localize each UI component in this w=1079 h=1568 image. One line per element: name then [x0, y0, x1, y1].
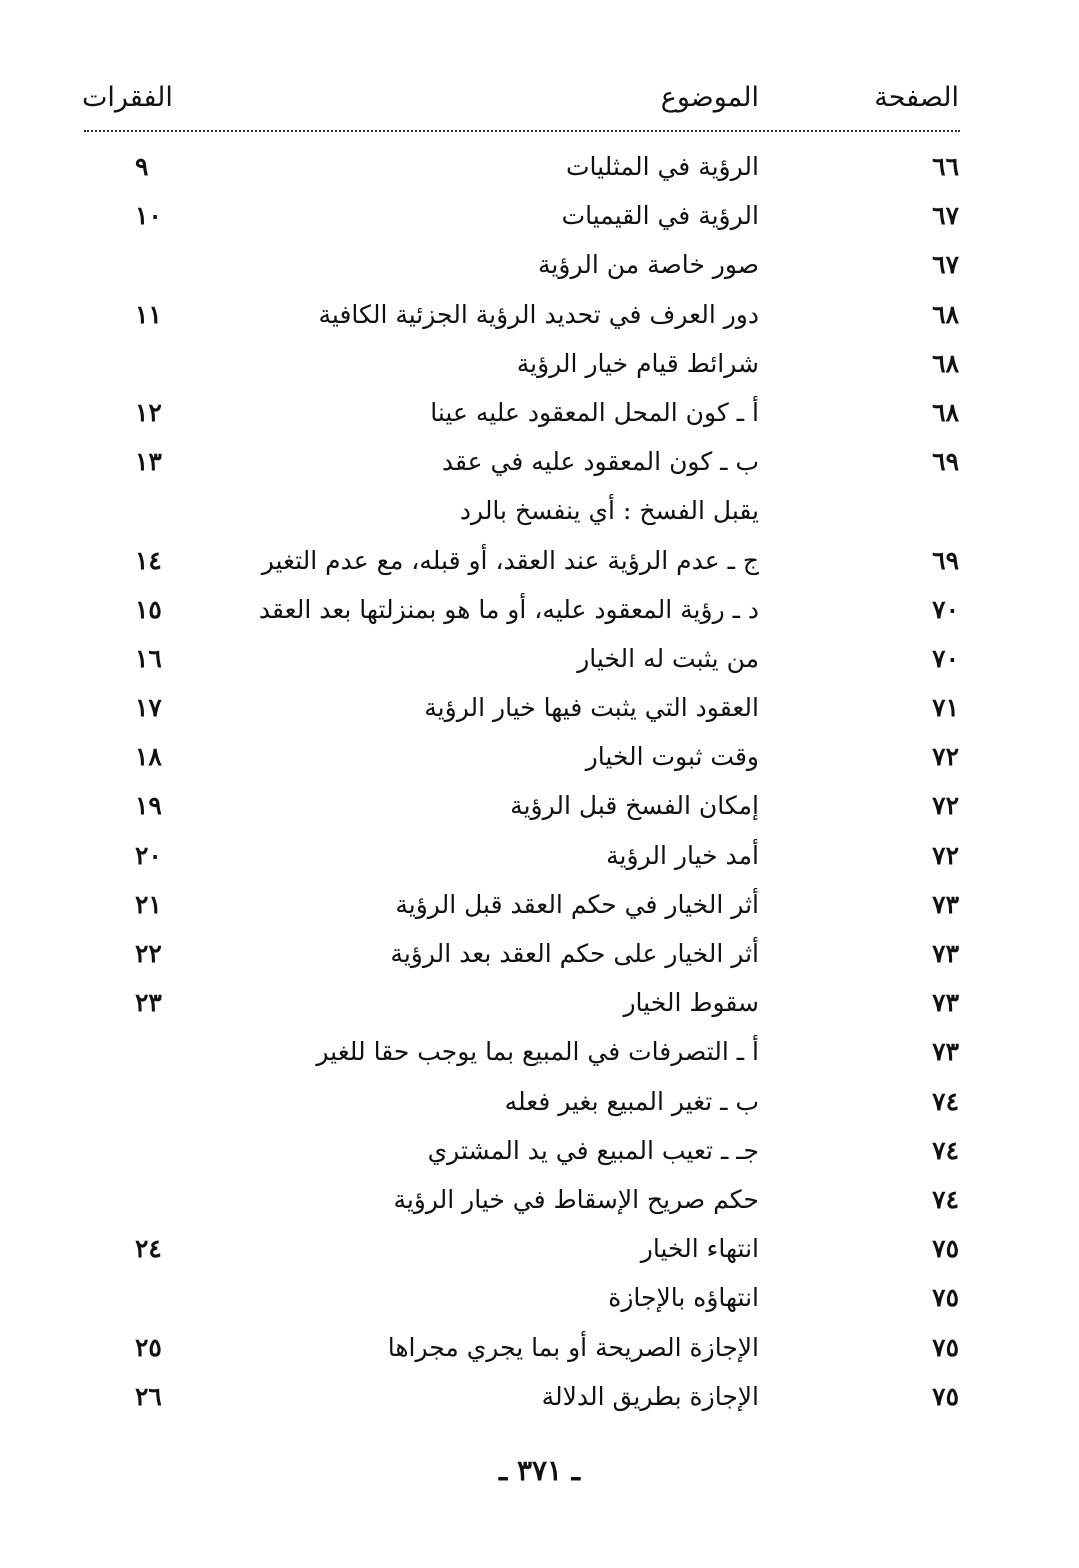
table-row: [0, 191, 1079, 240]
row-topic: ب ـ كون المعقود عليه في عقد: [441, 447, 759, 477]
table-row: [0, 1027, 1079, 1076]
row-page-number: ٧٥: [932, 1381, 959, 1411]
row-paragraph-number: ١٧: [135, 693, 162, 723]
table-row: [0, 781, 1079, 830]
row-page-number: ٧٥: [932, 1332, 959, 1362]
row-paragraph-number: ١١: [135, 299, 162, 329]
row-page-number: ٦٦: [932, 152, 959, 181]
row-topic: صور خاصة من الرؤية: [538, 250, 759, 280]
header-paragraphs-column: الفقرات: [82, 82, 173, 113]
table-row: [0, 339, 1079, 388]
table-row: [0, 683, 1079, 732]
row-topic: د ـ رؤية المعقود عليه، أو ما هو بمنزلتها بعد العقد: [258, 594, 759, 624]
table-row: [0, 1077, 1079, 1126]
table-row: [0, 437, 1079, 486]
table-row: [0, 240, 1079, 289]
row-paragraph-number: ٢٠: [135, 840, 162, 870]
row-paragraph-number: ١٣: [135, 447, 162, 477]
row-page-number: ٧٤: [932, 1086, 959, 1116]
row-page-number: ٦٧: [932, 201, 959, 231]
table-header: [0, 82, 1079, 128]
row-paragraph-number: ٢٥: [135, 1332, 162, 1362]
row-topic: انتهاؤه بالإجازة: [608, 1283, 759, 1313]
row-page-number: ٦٨: [932, 348, 959, 378]
row-paragraph-number: ١٥: [135, 594, 162, 624]
table-row: [0, 1323, 1079, 1372]
row-topic: جـ ـ تعيب المبيع في يد المشتري: [427, 1135, 759, 1165]
table-row: [0, 1126, 1079, 1175]
row-page-number: ٦٧: [932, 250, 959, 280]
row-paragraph-number: ١٤: [135, 545, 162, 575]
table-row: [0, 1273, 1079, 1322]
row-paragraph-number: ٢٣: [135, 988, 162, 1018]
row-paragraph-number: ١٨: [135, 742, 162, 772]
table-row: [0, 732, 1079, 781]
page-number: ـ ٣٧١ ـ: [498, 1454, 581, 1487]
row-topic: العقود التي يثبت فيها خيار الرؤية: [424, 693, 759, 723]
table-body: [0, 142, 1079, 1421]
row-page-number: ٧٢: [932, 742, 959, 772]
table-row: [0, 929, 1079, 978]
row-paragraph-number: ١٩: [135, 791, 162, 821]
row-page-number: ٧٣: [932, 939, 959, 968]
row-paragraph-number: ٢١: [135, 889, 162, 919]
row-page-number: ٦٨: [932, 299, 959, 329]
row-topic: انتهاء الخيار: [640, 1234, 759, 1264]
table-row: [0, 1372, 1079, 1421]
row-page-number: ٧٣: [932, 889, 959, 919]
row-topic: أثر الخيار في حكم العقد قبل الرؤية: [395, 889, 759, 919]
table-row: [0, 634, 1079, 683]
row-paragraph-number: ٢٤: [135, 1234, 162, 1264]
row-topic: أ ـ كون المحل المعقود عليه عينا: [430, 397, 759, 427]
row-page-number: ٧١: [932, 693, 959, 723]
header-topic-column: الموضوع: [660, 82, 759, 113]
table-row: [0, 1175, 1079, 1224]
table-row: [0, 880, 1079, 929]
table-row: [0, 831, 1079, 880]
header-divider: [84, 130, 960, 132]
row-page-number: ٧٣: [932, 1037, 959, 1067]
table-row: [0, 585, 1079, 634]
row-topic: ب ـ تغير المبيع بغير فعله: [504, 1086, 759, 1116]
row-topic: يقبل الفسخ : أي ينفسخ بالرد: [459, 496, 759, 526]
row-topic: أثر الخيار على حكم العقد بعد الرؤية: [390, 939, 759, 968]
row-paragraph-number: ١٦: [135, 643, 162, 673]
table-row: [0, 388, 1079, 437]
table-row: [0, 978, 1079, 1027]
row-topic: ج ـ عدم الرؤية عند العقد، أو قبله، مع عدم التغير: [261, 545, 759, 575]
row-topic: سقوط الخيار: [623, 988, 759, 1018]
row-topic: الرؤية في القيميات: [561, 201, 759, 231]
table-row: [0, 290, 1079, 339]
row-topic: من يثبت له الخيار: [577, 643, 759, 673]
row-page-number: ٧٥: [932, 1234, 959, 1264]
row-topic: الإجازة بطريق الدلالة: [541, 1381, 759, 1411]
row-page-number: ٧٠: [932, 594, 959, 624]
row-topic: شرائط قيام خيار الرؤية: [516, 348, 759, 378]
row-topic: حكم صريح الإسقاط في خيار الرؤية: [393, 1184, 759, 1214]
row-page-number: ٦٨: [932, 397, 959, 427]
row-page-number: ٧٥: [932, 1283, 959, 1313]
row-topic: أ ـ التصرفات في المبيع بما يوجب حقا للغير: [316, 1037, 759, 1067]
row-page-number: ٧٢: [932, 791, 959, 821]
row-page-number: ٦٩: [932, 545, 959, 575]
row-paragraph-number: ١٠: [135, 201, 162, 231]
row-page-number: ٦٩: [932, 447, 959, 477]
table-row: [0, 486, 1079, 535]
table-row: [0, 142, 1079, 191]
row-topic: إمكان الفسخ قبل الرؤية: [510, 791, 759, 821]
row-topic: الإجازة الصريحة أو بما يجري مجراها: [387, 1332, 759, 1362]
row-page-number: ٧٤: [932, 1135, 959, 1165]
row-paragraph-number: ١٢: [135, 397, 162, 427]
row-page-number: ٧٣: [932, 988, 959, 1018]
table-row: [0, 1224, 1079, 1273]
row-topic: دور العرف في تحديد الرؤية الجزئية الكافية: [318, 299, 759, 329]
row-topic: وقت ثبوت الخيار: [585, 742, 759, 772]
row-page-number: ٧٢: [932, 840, 959, 870]
row-topic: الرؤية في المثليات: [565, 152, 759, 181]
row-paragraph-number: ٩: [135, 152, 149, 181]
row-topic: أمد خيار الرؤية: [606, 840, 759, 870]
row-page-number: ٧٠: [932, 643, 959, 673]
header-page-column: الصفحة: [874, 82, 959, 113]
row-page-number: ٧٤: [932, 1184, 959, 1214]
row-paragraph-number: ٢٦: [135, 1381, 162, 1411]
row-paragraph-number: ٢٢: [135, 939, 162, 968]
table-row: [0, 536, 1079, 585]
